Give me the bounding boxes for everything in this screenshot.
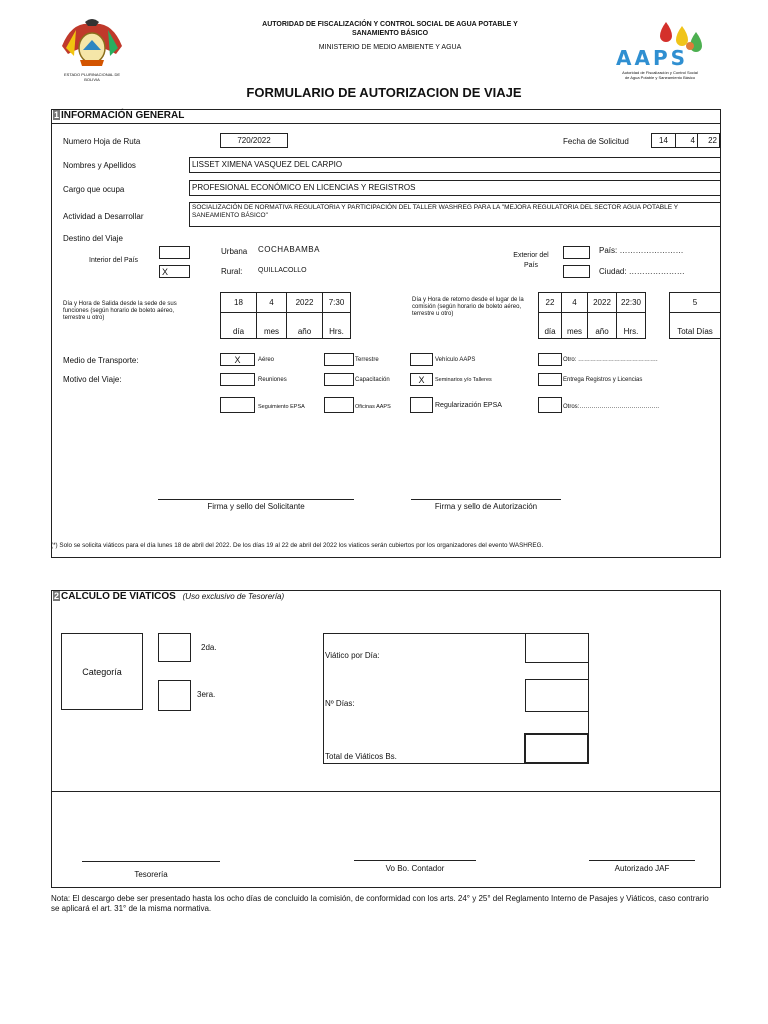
- categoria-2da-label: 2da.: [201, 643, 217, 652]
- firma-autorizacion-line: [411, 499, 561, 500]
- section1-heading: [53, 110, 184, 121]
- interior-checkbox-1[interactable]: [159, 246, 190, 259]
- salida-anio-field[interactable]: 2022: [286, 292, 323, 313]
- coat-of-arms-logo: [52, 16, 132, 80]
- categoria-3era-label: 3era.: [197, 690, 216, 699]
- aereo-checkbox[interactable]: X: [220, 353, 255, 366]
- aaps-logo: [610, 18, 710, 82]
- reuniones-label: Reuniones: [258, 377, 287, 383]
- oficinas-label: Oficinas AAPS: [355, 404, 391, 410]
- exterior-pais-label: [503, 251, 559, 271]
- actividad-label: Actividad a Desarrollar: [63, 212, 144, 221]
- seguimiento-label: Seguimiento EPSA: [258, 404, 305, 410]
- capacitacion-label: Capacitación: [355, 377, 390, 383]
- hoja-ruta-label: Numero Hoja de Ruta: [63, 137, 141, 146]
- left-logo-caption-line1: ESTADO PLURINACIONAL DE: [63, 72, 120, 77]
- categoria-2da-checkbox[interactable]: [158, 633, 191, 662]
- exterior-label-line1: Exterior del: [513, 252, 549, 259]
- section2-heading: [53, 591, 284, 602]
- retorno-hora-field[interactable]: 22:30: [616, 292, 646, 313]
- jaf-line: [589, 860, 695, 861]
- section2-number: 2: [54, 591, 60, 601]
- retorno-dia-caption: día: [538, 312, 562, 339]
- urbana-label: Urbana: [221, 247, 248, 256]
- coat-of-arms-icon: [52, 16, 132, 70]
- nombres-field[interactable]: LISSET XIMENA VASQUEZ DEL CARPIO: [189, 157, 721, 173]
- pais-label: País: ……………………: [599, 246, 684, 255]
- viaticos-note: (*) Solo se solicita viáticos para el día lunes 18 de abril del 2022. De los días 19 al 22 de abril del 2022 los viaticos serán cubiertos por los organizadores del evento WASHREG.: [51, 542, 544, 549]
- entrega-checkbox[interactable]: [538, 373, 562, 386]
- ciudad-label: Ciudad: …………………: [599, 267, 685, 276]
- vehiculo-label: Vehículo AAPS: [435, 357, 476, 363]
- motivo-label: Motivo del Viaje:: [63, 375, 122, 384]
- salida-label: Día y Hora de Salida desde la sede de sus funciones (según horario de boleto aéreo, terrestre u otro): [63, 301, 177, 321]
- otros-motivo-label: Otros:………………………………….: [563, 404, 660, 410]
- brand-name: AAPS: [616, 46, 689, 70]
- terrestre-label: Terrestre: [355, 357, 379, 363]
- interior-pais-label: Interior del País: [89, 257, 139, 264]
- seminarios-checkbox[interactable]: X: [410, 373, 433, 386]
- contador-line: [354, 860, 476, 861]
- terrestre-checkbox[interactable]: [324, 353, 354, 366]
- retorno-anio-field[interactable]: 2022: [587, 292, 617, 313]
- ministry-name: MINISTERIO DE MEDIO AMBIENTE Y AGUA: [318, 44, 462, 51]
- salida-hora-field[interactable]: 7:30: [322, 292, 351, 313]
- entrega-label: Entrega Registros y Licencias: [563, 377, 643, 383]
- salida-mes-caption: mes: [256, 312, 287, 339]
- tesoreria-line: [82, 861, 220, 862]
- otro-transporte-checkbox[interactable]: [538, 353, 562, 366]
- destino-label: Destino del Viaje: [63, 234, 123, 243]
- tesoreria-label: Tesorería: [134, 870, 168, 879]
- numero-dias-label: Nº Días:: [325, 699, 355, 708]
- contador-label: Vo Bo. Contador: [385, 864, 445, 873]
- firma-autorizacion-label: Firma y sello de Autorización: [434, 502, 538, 511]
- seminarios-label: Seminarios y/o Talleres: [435, 377, 492, 383]
- reuniones-checkbox[interactable]: [220, 373, 255, 386]
- left-logo-caption: [52, 72, 132, 82]
- org-name: [240, 20, 540, 38]
- total-dias-caption: Total Días: [669, 312, 720, 339]
- fecha-year-field[interactable]: 22: [697, 133, 720, 148]
- vehiculo-checkbox[interactable]: [410, 353, 433, 366]
- otros-motivo-checkbox[interactable]: [538, 397, 562, 413]
- brand-caption: [610, 70, 710, 80]
- exterior-checkbox-1[interactable]: [563, 246, 590, 259]
- rural-label: Rural:: [221, 267, 243, 276]
- hoja-ruta-field[interactable]: 720/2022: [220, 133, 288, 148]
- retorno-anio-caption: año: [587, 312, 617, 339]
- seguimiento-checkbox[interactable]: [220, 397, 255, 413]
- regularizacion-checkbox[interactable]: [410, 397, 433, 413]
- viatico-dia-label: Viático por Día:: [325, 651, 380, 660]
- salida-dia-field[interactable]: 18: [220, 292, 257, 313]
- actividad-field[interactable]: SOCIALIZACIÓN DE NORMATIVA REGULATORIA Y PARTICIPACIÓN DEL TALLER WASHREG PARA LA "MEJORA REGULATORIA DEL SECTOR AGUA POTABLE Y SANEAMIENTO BÁSICO": [189, 202, 721, 227]
- jaf-label: Autorizado JAF: [614, 864, 670, 873]
- cargo-field[interactable]: PROFESIONAL ECONÓMICO EN LICENCIAS Y REGISTROS: [189, 180, 721, 196]
- rural-value: QUILLACOLLO: [258, 267, 307, 274]
- interior-checkbox-2[interactable]: X: [159, 265, 190, 278]
- fecha-solicitud-label: Fecha de Solicitud: [563, 137, 629, 146]
- numero-dias-field[interactable]: [525, 679, 589, 712]
- otro-transporte-label: Otro: ………………………………….: [563, 357, 658, 363]
- section2-divider: [52, 791, 720, 792]
- section2-subtitle: (Uso exclusivo de Tesorería): [182, 592, 285, 601]
- firma-solicitante-line: [158, 499, 354, 500]
- total-viaticos-label: Total de Viáticos Bs.: [325, 752, 397, 761]
- categoria-3era-checkbox[interactable]: [158, 680, 191, 711]
- brand-caption-line2: de Agua Potable y Saneamiento Básico: [624, 75, 696, 80]
- brand-caption-line1: Autoridad de Fiscalización y Control Social: [622, 70, 698, 75]
- org-name-line2: SANAMIENTO BÁSICO: [351, 30, 429, 37]
- transporte-label: Medio de Transporte:: [63, 356, 139, 365]
- section1-title: INFORMACIÓN GENERAL: [61, 110, 185, 121]
- exterior-label-line2: País: [523, 262, 538, 269]
- fecha-month-field[interactable]: 4: [675, 133, 698, 148]
- form-title: FORMULARIO DE AUTORIZACION DE VIAJE: [246, 85, 522, 100]
- salida-hrs-caption: Hrs.: [322, 312, 351, 339]
- salida-anio-caption: año: [286, 312, 323, 339]
- cargo-label: Cargo que ocupa: [63, 185, 125, 194]
- total-dias-field[interactable]: 5: [669, 292, 720, 313]
- capacitacion-checkbox[interactable]: [324, 373, 354, 386]
- salida-mes-field[interactable]: 4: [256, 292, 287, 313]
- retorno-dia-field[interactable]: 22: [538, 292, 562, 313]
- left-logo-caption-line2: BOLIVIA: [84, 77, 100, 82]
- oficinas-checkbox[interactable]: [324, 397, 354, 413]
- retorno-label: Día y Hora de retorno desde el lugar de la comisión (según horario de boleto aéreo, terrestre u otro): [412, 297, 524, 317]
- aereo-label: Aéreo: [258, 357, 275, 363]
- retorno-mes-caption: mes: [561, 312, 588, 339]
- retorno-hrs-caption: Hrs.: [616, 312, 646, 339]
- fecha-day-field[interactable]: 14: [651, 133, 676, 148]
- total-viaticos-field[interactable]: [524, 733, 589, 764]
- section1-number: 1: [54, 110, 60, 120]
- org-name-line1: AUTORIDAD DE FISCALIZACIÓN Y CONTROL SOCIAL DE AGUA POTABLE Y: [262, 21, 518, 28]
- urbana-value: COCHABAMBA: [258, 245, 320, 254]
- viatico-dia-field[interactable]: [525, 633, 589, 663]
- categoria-box: Categoría: [61, 633, 143, 710]
- section2-title: CALCULO DE VIATICOS: [61, 591, 176, 602]
- section1-heading-divider: [52, 123, 720, 124]
- regularizacion-label: Regularización EPSA: [435, 402, 502, 409]
- firma-solicitante-label: Firma y sello del Solicitante: [207, 502, 305, 511]
- retorno-mes-field[interactable]: 4: [561, 292, 588, 313]
- salida-dia-caption: día: [220, 312, 257, 339]
- exterior-checkbox-2[interactable]: [563, 265, 590, 278]
- nombres-label: Nombres y Apellidos: [63, 161, 136, 170]
- footer-note: Nota: El descargo debe ser presentado hasta los ocho días de concluido la comisión, de conformidad con los arts. 24° y 25° del Reglamento Interno de Pasajes y Viáticos, caso contrario se aplicará el art. 31° de la misma normativa.: [51, 894, 709, 913]
